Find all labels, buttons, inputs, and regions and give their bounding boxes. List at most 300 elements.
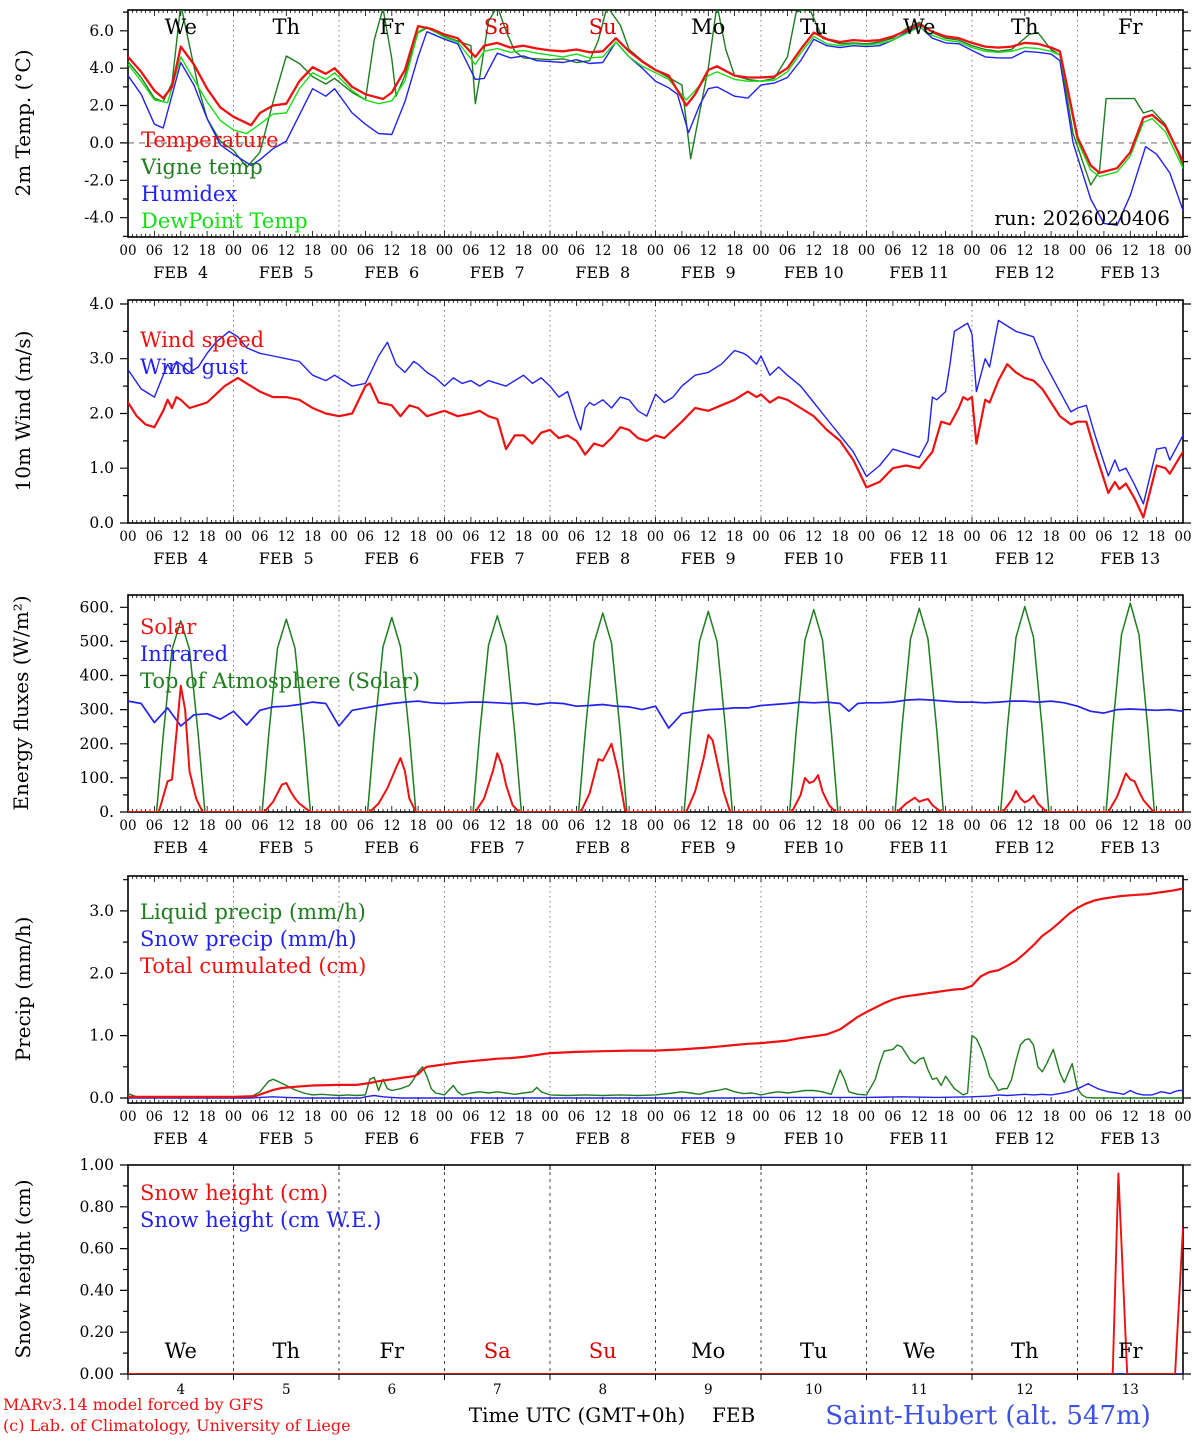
hour-label: 18	[1148, 1109, 1166, 1125]
hour-label: 00	[963, 243, 981, 259]
hour-label: 00	[646, 243, 665, 259]
hour-label: 06	[462, 243, 480, 259]
date-label: FEB 8	[575, 838, 631, 857]
hour-label: 00	[963, 529, 981, 545]
hour-label: 06	[145, 818, 163, 834]
hour-label: 00	[541, 818, 559, 834]
hour-label: 00	[857, 243, 876, 259]
legend-solar: Solar	[140, 615, 197, 639]
y-tick-label: 6.0	[89, 21, 114, 40]
hour-label: 00	[1068, 818, 1087, 834]
date-label: FEB 11	[889, 1129, 950, 1148]
hour-label: 06	[567, 529, 585, 545]
hour-label: 00	[752, 818, 770, 834]
date-label: FEB 13	[1100, 838, 1161, 857]
y-tick-label: 0.00	[79, 1365, 114, 1383]
date-label: FEB 8	[575, 263, 631, 282]
date-label: FEB 8	[575, 549, 631, 568]
y-ticks-right	[1183, 1165, 1191, 1374]
date-number: 10	[805, 1382, 823, 1398]
hour-label: 00	[646, 818, 665, 834]
hour-label: 00	[963, 1109, 981, 1125]
date-label: FEB 13	[1100, 263, 1161, 282]
hour-label: 12	[488, 1109, 506, 1125]
day-label-fr: Fr	[379, 1339, 405, 1363]
date-label: FEB 6	[364, 549, 420, 568]
hour-label: 18	[620, 529, 638, 545]
y-tick-label: 1.0	[89, 1026, 114, 1045]
hour-label: 18	[515, 1109, 533, 1125]
date-number: 13	[1121, 1382, 1139, 1398]
hour-label: 00	[435, 1109, 454, 1125]
station-label: Saint-Hubert (alt. 547m)	[825, 1401, 1151, 1431]
hour-label: 06	[989, 243, 1007, 259]
hour-label: 06	[673, 529, 691, 545]
hour-label: 12	[1121, 818, 1139, 834]
day-label-we: We	[164, 15, 197, 39]
hour-label: 12	[910, 529, 928, 545]
hour-ticks-bottom	[128, 517, 1183, 523]
hour-label: 00	[646, 529, 665, 545]
hour-label: 18	[937, 818, 955, 834]
y-ticks-left	[120, 607, 128, 812]
hour-label: 06	[989, 818, 1007, 834]
y-tick-label: 0.60	[79, 1239, 114, 1258]
hour-label: 00	[224, 818, 243, 834]
hour-label: 12	[1016, 1109, 1034, 1125]
y-ticks-right	[1183, 304, 1191, 523]
hour-label: 00	[752, 243, 770, 259]
hour-label: 12	[172, 818, 190, 834]
hour-label: 06	[356, 1109, 374, 1125]
date-label: FEB 7	[469, 263, 525, 282]
day-label-su: Su	[588, 15, 617, 39]
hour-label: 00	[752, 1109, 770, 1125]
y-tick-label: 4.0	[89, 294, 114, 313]
y-ticks-left	[120, 12, 128, 236]
hour-label: 06	[251, 1109, 269, 1125]
date-label: FEB 12	[994, 549, 1055, 568]
hour-label: 18	[726, 243, 744, 259]
hour-label: 00	[1068, 243, 1087, 259]
hour-label: 18	[198, 243, 216, 259]
day-label-fr: Fr	[1117, 1339, 1143, 1363]
hour-label: 12	[594, 529, 612, 545]
hour-label: 00	[1174, 818, 1192, 834]
day-label-mo: Mo	[691, 15, 726, 39]
y-ticks-left	[120, 304, 128, 523]
hour-ticks-top	[128, 595, 1183, 601]
hour-label: 12	[805, 1109, 823, 1125]
date-label: FEB 5	[258, 838, 314, 857]
hour-label: 18	[409, 1109, 427, 1125]
hour-label: 06	[356, 529, 374, 545]
hour-label: 06	[462, 818, 480, 834]
hour-label: 12	[488, 818, 506, 834]
hour-label: 12	[1121, 1109, 1139, 1125]
hour-label: 12	[910, 1109, 928, 1125]
date-label: FEB 7	[469, 838, 525, 857]
hour-label: 12	[488, 243, 506, 259]
hour-label: 18	[515, 529, 533, 545]
legend-wind-speed: Wind speed	[140, 328, 265, 352]
hour-label: 00	[330, 818, 348, 834]
hour-label: 12	[383, 818, 401, 834]
y-ticks-left	[120, 1165, 128, 1374]
hour-label: 00	[224, 243, 243, 259]
y-tick-label: 500.	[79, 632, 114, 651]
hour-label: 00	[963, 818, 981, 834]
day-label-th: Th	[1010, 15, 1039, 39]
hour-label: 18	[304, 529, 322, 545]
hour-label: 00	[1174, 243, 1192, 259]
legend-snow-height-we: Snow height (cm W.E.)	[140, 1208, 382, 1232]
date-number: 7	[492, 1382, 502, 1398]
date-label: FEB 4	[153, 263, 209, 282]
hour-label: 12	[805, 818, 823, 834]
hour-label: 18	[620, 243, 638, 259]
y-tick-label: 300.	[79, 700, 114, 719]
hour-label: 06	[251, 243, 269, 259]
y-ticks-right	[1183, 12, 1191, 236]
hour-label: 12	[1121, 243, 1139, 259]
day-label-fr: Fr	[1117, 15, 1143, 39]
legend-snow-height: Snow height (cm)	[140, 1181, 329, 1205]
hour-label: 12	[277, 818, 295, 834]
hour-label: 06	[251, 529, 269, 545]
y-tick-label: 0.0	[89, 1089, 114, 1108]
hour-label: 06	[145, 529, 163, 545]
hour-label: 12	[594, 1109, 612, 1125]
hour-label: 18	[1148, 243, 1166, 259]
hour-label: 06	[778, 529, 796, 545]
hour-label: 06	[778, 818, 796, 834]
hour-label: 06	[884, 1109, 902, 1125]
hour-label: 12	[277, 1109, 295, 1125]
hour-ticks-top	[128, 300, 1183, 306]
hour-label: 00	[1174, 1109, 1192, 1125]
hour-label: 12	[383, 529, 401, 545]
y-tick-label: 0.0	[89, 514, 114, 532]
hour-label: 18	[1148, 818, 1166, 834]
hour-label: 18	[198, 1109, 216, 1125]
hour-label: 18	[198, 818, 216, 834]
day-label-we: We	[164, 1339, 197, 1363]
date-number: 5	[281, 1382, 291, 1398]
hour-label: 12	[910, 243, 928, 259]
hour-label: 00	[1068, 1109, 1087, 1125]
hour-label: 00	[330, 1109, 348, 1125]
hour-label: 12	[1121, 529, 1139, 545]
hour-label: 00	[857, 1109, 876, 1125]
hour-label: 12	[699, 243, 717, 259]
day-label-tu: Tu	[799, 15, 828, 39]
y-tick-label: 0.40	[79, 1281, 114, 1300]
y-tick-label: 100.	[79, 768, 114, 787]
date-number: 12	[1016, 1382, 1034, 1398]
hour-label: 18	[726, 818, 744, 834]
legend-vigne-temp: Vigne temp	[141, 155, 263, 179]
y-ticks-right	[1183, 607, 1191, 812]
hour-label: 06	[567, 818, 585, 834]
date-label: FEB 11	[889, 549, 950, 568]
legend-total-cumulated: Total cumulated (cm)	[140, 954, 367, 978]
hour-label: 18	[937, 243, 955, 259]
day-label-mo: Mo	[691, 1339, 726, 1363]
hour-label: 00	[330, 529, 348, 545]
hour-label: 06	[356, 243, 374, 259]
y-axis-title-flux: Energy fluxes (W/m²)	[9, 595, 33, 811]
date-label: FEB 4	[153, 838, 209, 857]
hour-label: 18	[304, 243, 322, 259]
hour-label: 06	[989, 529, 1007, 545]
y-tick-label: 1.00	[79, 1156, 114, 1174]
hour-label: 12	[277, 529, 295, 545]
hour-label: 12	[383, 1109, 401, 1125]
y-tick-label: 0.20	[79, 1323, 114, 1342]
day-label-su: Su	[588, 1339, 617, 1363]
y-tick-label: 0.	[99, 803, 114, 821]
date-label: FEB 5	[258, 1129, 314, 1148]
hour-label: 18	[409, 529, 427, 545]
hour-label: 18	[304, 1109, 322, 1125]
y-tick-label: 2.0	[89, 404, 114, 423]
month-label: FEB	[712, 1403, 756, 1427]
hour-label: 00	[435, 529, 454, 545]
hour-label: 06	[673, 818, 691, 834]
hour-label: 00	[435, 243, 454, 259]
day-label-we: We	[903, 1339, 936, 1363]
legend-temperature: Temperature	[141, 128, 279, 152]
hour-label: 00	[119, 243, 137, 259]
hour-label: 18	[831, 243, 849, 259]
hour-label: 12	[277, 243, 295, 259]
legend-toa-solar: Top of Atmosphere (Solar)	[140, 669, 421, 693]
hour-label: 06	[1095, 818, 1113, 834]
y-ticks-right	[1183, 880, 1191, 1098]
hour-label: 12	[488, 529, 506, 545]
day-label-th: Th	[1010, 1339, 1039, 1363]
hour-label: 00	[119, 529, 137, 545]
x-axis-title: Time UTC (GMT+0h)	[468, 1403, 686, 1427]
y-tick-label: 0.80	[79, 1197, 114, 1216]
date-label: FEB 13	[1100, 549, 1161, 568]
y-axis-title-temp: 2m Temp. (°C)	[11, 49, 35, 197]
y-tick-label: -2.0	[84, 171, 114, 190]
hour-label: 06	[1095, 529, 1113, 545]
legend-snow-precip: Snow precip (mm/h)	[140, 927, 357, 951]
hour-label: 18	[198, 529, 216, 545]
date-label: FEB 4	[153, 1129, 209, 1148]
legend-wind-gust: Wind gust	[140, 355, 248, 379]
day-label-fr: Fr	[379, 15, 405, 39]
hour-label: 06	[884, 529, 902, 545]
hour-label: 06	[989, 1109, 1007, 1125]
hour-label: 00	[435, 818, 454, 834]
hour-label: 00	[857, 818, 876, 834]
y-tick-label: 0.0	[89, 133, 114, 152]
panel-2	[79, 595, 1191, 857]
series-solar	[128, 686, 1183, 812]
hour-label: 00	[541, 529, 559, 545]
legend-dewpoint: DewPoint Temp	[141, 209, 308, 233]
hour-label: 12	[172, 243, 190, 259]
hour-label: 00	[541, 1109, 559, 1125]
hour-label: 12	[1016, 243, 1034, 259]
hour-label: 18	[1042, 529, 1060, 545]
hour-ticks-top	[128, 876, 1183, 882]
hour-label: 06	[673, 1109, 691, 1125]
hour-label: 12	[699, 818, 717, 834]
date-label: FEB 8	[575, 1129, 631, 1148]
hour-label: 00	[752, 529, 770, 545]
date-label: FEB 12	[994, 1129, 1055, 1148]
hour-label: 00	[119, 818, 137, 834]
hour-label: 12	[594, 243, 612, 259]
y-axis-title-snow: Snow height (cm)	[11, 1179, 35, 1359]
hour-label: 18	[726, 529, 744, 545]
day-label-we: We	[903, 15, 936, 39]
y-axis-title-precip: Precip (mm/h)	[11, 916, 35, 1062]
hour-label: 18	[1042, 243, 1060, 259]
legend-infrared: Infrared	[140, 642, 229, 666]
hour-label: 06	[778, 1109, 796, 1125]
date-label: FEB 11	[889, 263, 950, 282]
date-label: FEB 5	[258, 549, 314, 568]
date-label: FEB 10	[783, 838, 844, 857]
hour-label: 18	[304, 818, 322, 834]
date-number: 9	[703, 1382, 713, 1398]
hour-label: 06	[884, 818, 902, 834]
hour-label: 18	[937, 529, 955, 545]
hour-label: 18	[1042, 1109, 1060, 1125]
date-number: 8	[598, 1382, 608, 1398]
hour-label: 06	[145, 1109, 163, 1125]
date-label: FEB 13	[1100, 1129, 1161, 1148]
y-tick-label: -4.0	[84, 208, 114, 227]
hour-label: 12	[1016, 529, 1034, 545]
date-number: 4	[176, 1382, 186, 1398]
date-label: FEB 4	[153, 549, 209, 568]
date-number: 11	[910, 1382, 928, 1398]
y-tick-label: 3.0	[89, 901, 114, 920]
hour-label: 06	[567, 1109, 585, 1125]
hour-label: 06	[251, 818, 269, 834]
hour-label: 12	[383, 243, 401, 259]
hour-label: 18	[1148, 529, 1166, 545]
y-tick-label: 400.	[79, 666, 114, 685]
hour-label: 18	[1042, 818, 1060, 834]
date-label: FEB 11	[889, 838, 950, 857]
hour-label: 12	[805, 529, 823, 545]
hour-label: 06	[673, 243, 691, 259]
hour-label: 18	[831, 818, 849, 834]
hour-label: 12	[594, 818, 612, 834]
date-number: 6	[387, 1382, 397, 1398]
hour-label: 18	[831, 1109, 849, 1125]
y-axis-title-wind: 10m Wind (m/s)	[11, 330, 35, 492]
panel-frame	[128, 595, 1183, 812]
hour-label: 06	[1095, 1109, 1113, 1125]
hour-label: 06	[884, 243, 902, 259]
series-infrared	[128, 699, 1183, 728]
day-label-sa: Sa	[483, 1339, 511, 1363]
hour-label: 18	[937, 1109, 955, 1125]
hour-label: 00	[1174, 529, 1192, 545]
hour-label: 12	[172, 1109, 190, 1125]
hour-label: 00	[646, 1109, 665, 1125]
hour-label: 00	[330, 243, 348, 259]
date-label: FEB 6	[364, 838, 420, 857]
hour-label: 06	[1095, 243, 1113, 259]
y-tick-label: 1.0	[89, 459, 114, 478]
y-tick-label: 600.	[79, 598, 114, 617]
hour-label: 18	[409, 818, 427, 834]
hour-label: 18	[620, 818, 638, 834]
hour-label: 12	[1016, 818, 1034, 834]
y-tick-label: 4.0	[89, 59, 114, 78]
hour-label: 00	[857, 529, 876, 545]
y-ticks-left	[120, 880, 128, 1098]
hour-label: 00	[119, 1109, 137, 1125]
hour-label: 18	[726, 1109, 744, 1125]
day-label-tu: Tu	[799, 1339, 828, 1363]
hour-label: 12	[699, 1109, 717, 1125]
date-label: FEB 9	[680, 263, 736, 282]
date-label: FEB 9	[680, 838, 736, 857]
hour-label: 00	[541, 243, 559, 259]
date-label: FEB 9	[680, 549, 736, 568]
hour-label: 06	[462, 529, 480, 545]
date-label: FEB 6	[364, 1129, 420, 1148]
day-label-th: Th	[272, 15, 301, 39]
hour-label: 18	[515, 818, 533, 834]
hour-label: 06	[567, 243, 585, 259]
date-label: FEB 10	[783, 1129, 844, 1148]
date-label: FEB 7	[469, 1129, 525, 1148]
hour-label: 18	[515, 243, 533, 259]
date-label: FEB 12	[994, 838, 1055, 857]
date-label: FEB 6	[364, 263, 420, 282]
hour-label: 12	[172, 529, 190, 545]
y-tick-label: 2.0	[89, 96, 114, 115]
date-label: FEB 7	[469, 549, 525, 568]
date-label: FEB 12	[994, 263, 1055, 282]
hour-label: 06	[778, 243, 796, 259]
day-ticks-bottom	[128, 1374, 1183, 1380]
day-label-sa: Sa	[483, 15, 511, 39]
hour-label: 06	[145, 243, 163, 259]
date-label: FEB 5	[258, 263, 314, 282]
y-tick-label: 3.0	[89, 349, 114, 368]
hour-label: 12	[805, 243, 823, 259]
legend-liquid-precip: Liquid precip (mm/h)	[140, 900, 366, 924]
date-label: FEB 10	[783, 549, 844, 568]
run-label: run: 2026020406	[994, 206, 1170, 230]
y-tick-label: 200.	[79, 734, 114, 753]
model-credit-line2: (c) Lab. of Climatology, University of Liege	[3, 1416, 351, 1435]
hour-label: 00	[224, 1109, 243, 1125]
hour-label: 18	[831, 529, 849, 545]
legend-humidex: Humidex	[141, 182, 238, 206]
hour-label: 06	[356, 818, 374, 834]
model-credit-line1: MARv3.14 model forced by GFS	[3, 1395, 264, 1414]
hour-label: 18	[409, 243, 427, 259]
hour-label: 18	[620, 1109, 638, 1125]
day-label-th: Th	[272, 1339, 301, 1363]
hour-label: 06	[462, 1109, 480, 1125]
hour-label: 00	[224, 529, 243, 545]
